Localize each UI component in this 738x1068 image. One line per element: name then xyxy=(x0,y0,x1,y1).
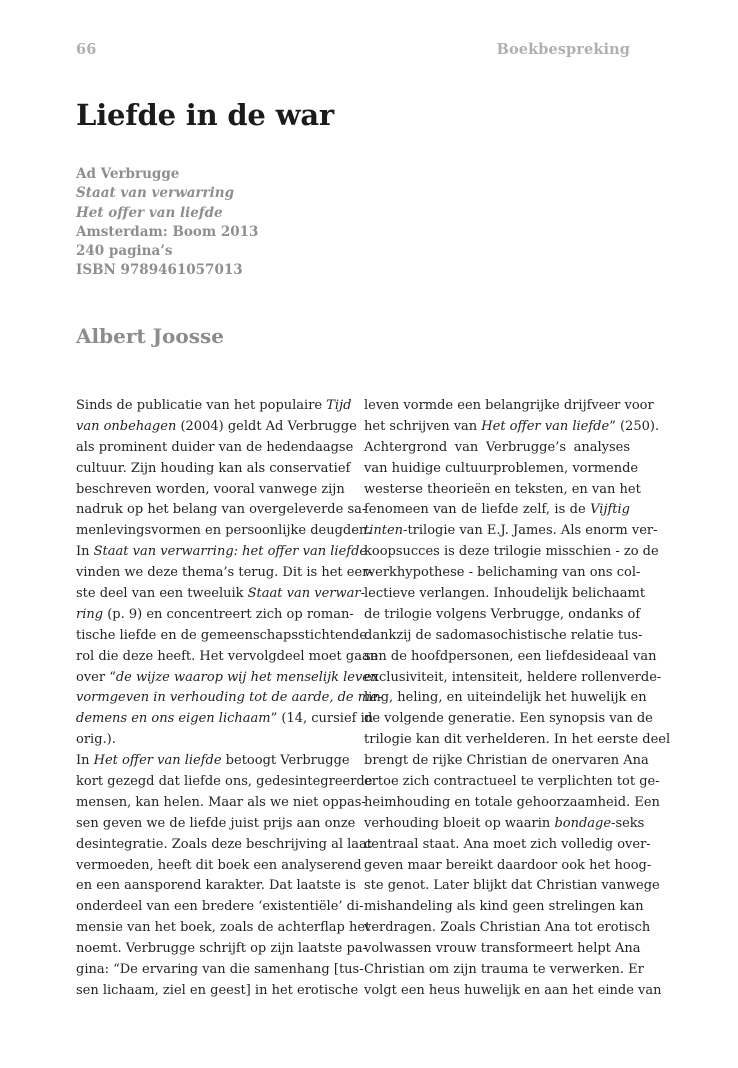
text-line: ring (p. 9) en concentreert zich op roman- xyxy=(76,606,354,622)
text-line: koopsucces is deze trilogie misschien - zo de xyxy=(364,544,659,560)
text-line: volwassen vrouw transformeert helpt Ana xyxy=(364,941,641,957)
text-line: werkhypothese - belichaming van ons col- xyxy=(364,565,641,581)
italic-span: van onbehagen xyxy=(76,418,177,434)
italic-span: vormgeven in verhouding tot de aarde, de me- xyxy=(76,690,383,706)
text-line: lectieve verlangen. Inhoudelijk belichaamt xyxy=(364,586,646,602)
text-line: vermoeden, heeft dit boek een analyserend xyxy=(76,857,362,873)
text-line xyxy=(76,688,383,709)
text-line: sen lichaam, ziel en geest] in het erotische xyxy=(76,982,359,998)
text-line: menlevingsvormen en persoonlijke deugden. xyxy=(76,523,372,539)
italic-span: de wijze waarop wij het menselijk leven xyxy=(115,669,379,685)
text-line: trilogie kan dit verhelderen. In het eerste deel xyxy=(364,732,671,748)
text-line: ste deel van een tweeluik Staat van verwar- xyxy=(76,586,365,602)
text-line: van onbehagen (2004) geldt Ad Verbrugge xyxy=(76,418,357,434)
body-column-right xyxy=(364,396,671,1002)
text-line: dankzij de sadomasochistische relatie tus- xyxy=(364,627,643,643)
text-line: brengt de rijke Christian de onervaren Ana xyxy=(364,753,649,769)
text-line: demens en ons eigen lichaam” (14, cursief in xyxy=(76,711,374,727)
book-metadata xyxy=(76,165,258,281)
text-line: ertoe zich contractueel te verplichten tot ge- xyxy=(364,774,660,790)
text-line: mensie van het boek, zoals de achterflap het xyxy=(76,920,371,936)
text-line: centraal staat. Ana moet zich volledig over- xyxy=(364,836,651,852)
text-line: Christian om zijn trauma te verwerken. Er xyxy=(364,962,644,978)
text-line: verdragen. Zoals Christian Ana tot erotisch xyxy=(364,920,651,936)
book-subtitle: Het offer van liefde xyxy=(76,204,223,221)
text-line: cultuur. Zijn houding kan als conservatief xyxy=(76,460,351,476)
italic-span: Het offer van liefde xyxy=(481,418,610,434)
book-author: Ad Verbrugge xyxy=(76,166,180,182)
article-title: Liefde in de war xyxy=(76,98,335,132)
text-line: gina: “De ervaring van die samenhang [tus- xyxy=(76,962,364,978)
body-column-left xyxy=(76,396,383,1002)
text-line: mensen, kan helen. Maar als we niet oppas- xyxy=(76,794,366,810)
text-line: tische liefde en de gemeenschapsstichtende xyxy=(76,627,368,643)
text-line: van huidige cultuurproblemen, vormende xyxy=(364,460,639,476)
italic-span: Staat van verwarring: het offer van liefde xyxy=(93,544,368,560)
text-line: mishandeling als kind geen strelingen kan xyxy=(364,899,644,915)
text-line: noemt. Verbrugge schrijft op zijn laatste pa- xyxy=(76,941,367,957)
italic-span: demens en ons eigen lichaam xyxy=(76,711,271,727)
text-line: desintegratie. Zoals deze beschrijving al laat xyxy=(76,836,373,852)
text-line: ste genot. Later blijkt dat Christian vanwege xyxy=(364,878,660,894)
text-line: westerse theorieën en teksten, en van het xyxy=(364,481,641,497)
text-line: In Staat van verwarring: het offer van liefde xyxy=(76,544,368,560)
text-line: en een aansporend karakter. Dat laatste is xyxy=(76,878,356,894)
text-line: sen geven we de liefde juist prijs aan onze xyxy=(76,815,356,831)
text-line: leven vormde een belangrijke drijfveer voor xyxy=(364,398,654,413)
book-publisher: Amsterdam: Boom 2013 xyxy=(76,223,259,240)
text-line: de trilogie volgens Verbrugge, ondanks of xyxy=(364,606,641,622)
text-line: volgt een heus huwelijk en aan het einde van xyxy=(364,982,662,998)
text-line: het schrijven van Het offer van liefde” (250). xyxy=(364,418,660,434)
text-line: fenomeen van de liefde zelf, is de Vijftig xyxy=(364,502,630,518)
text-line: verhouding bloeit op waarin bondage-seks xyxy=(364,815,645,831)
italic-span: Staat van verwar- xyxy=(247,586,365,602)
text-line: sen de hoofdpersonen, een liefdesideaal van xyxy=(364,648,657,664)
section-title: Boekbespreking xyxy=(496,41,630,58)
text-line: orig.). xyxy=(76,732,116,748)
text-line: de volgende generatie. Een synopsis van de xyxy=(364,711,653,727)
reviewer-name: Albert Joosse xyxy=(76,324,224,348)
text-line: onderdeel van een bredere ‘existentiële’ di- xyxy=(76,899,364,915)
italic-span: bondage xyxy=(554,815,612,831)
text-line: vinden we deze thema’s terug. Dit is het eer- xyxy=(76,565,373,581)
text-line: ling, heling, en uiteindelijk het huwelijk en xyxy=(364,690,647,706)
text-line: kort gezegd dat liefde ons, gedesintegreerde xyxy=(76,774,373,790)
text-line: rol die deze heeft. Het vervolgdeel moet gaan xyxy=(76,648,379,664)
text-line: tinten-trilogie van E.J. James. Als enorm ver- xyxy=(364,523,658,539)
italic-span: tinten xyxy=(364,523,404,539)
text-line: over “de wijze waarop wij het menselijk leven xyxy=(76,669,379,685)
text-line: beschreven worden, vooral vanwege zijn xyxy=(76,481,345,497)
text-line: Sinds de publicatie van het populaire Tijd xyxy=(76,398,352,413)
book-title: Staat van verwarring xyxy=(76,185,235,202)
italic-span: Vijftig xyxy=(590,502,630,518)
page-number: 66 xyxy=(76,41,97,58)
text-line: nadruk op het belang van overgeleverde sa- xyxy=(76,502,367,518)
book-isbn: ISBN 9789461057013 xyxy=(76,262,243,279)
text-line: exclusiviteit, intensiteit, heldere rollenverde- xyxy=(364,669,662,685)
text-line: heimhouding en totale gehoorzaamheid. Een xyxy=(364,794,660,810)
text-line: Achtergrond van Verbrugge’s analyses xyxy=(364,439,630,455)
text-line: als prominent duider van de hedendaagse xyxy=(76,439,354,455)
italic-span: ring xyxy=(76,606,104,622)
text-line: In Het offer van liefde betoogt Verbrugge xyxy=(76,753,350,769)
italic-span: Het offer van liefde xyxy=(93,753,222,769)
italic-span: Tijd xyxy=(326,398,352,413)
running-head xyxy=(76,41,630,58)
book-pages: 240 pagina’s xyxy=(76,243,173,260)
text-line: geven maar bereikt daardoor ook het hoog- xyxy=(364,857,652,873)
